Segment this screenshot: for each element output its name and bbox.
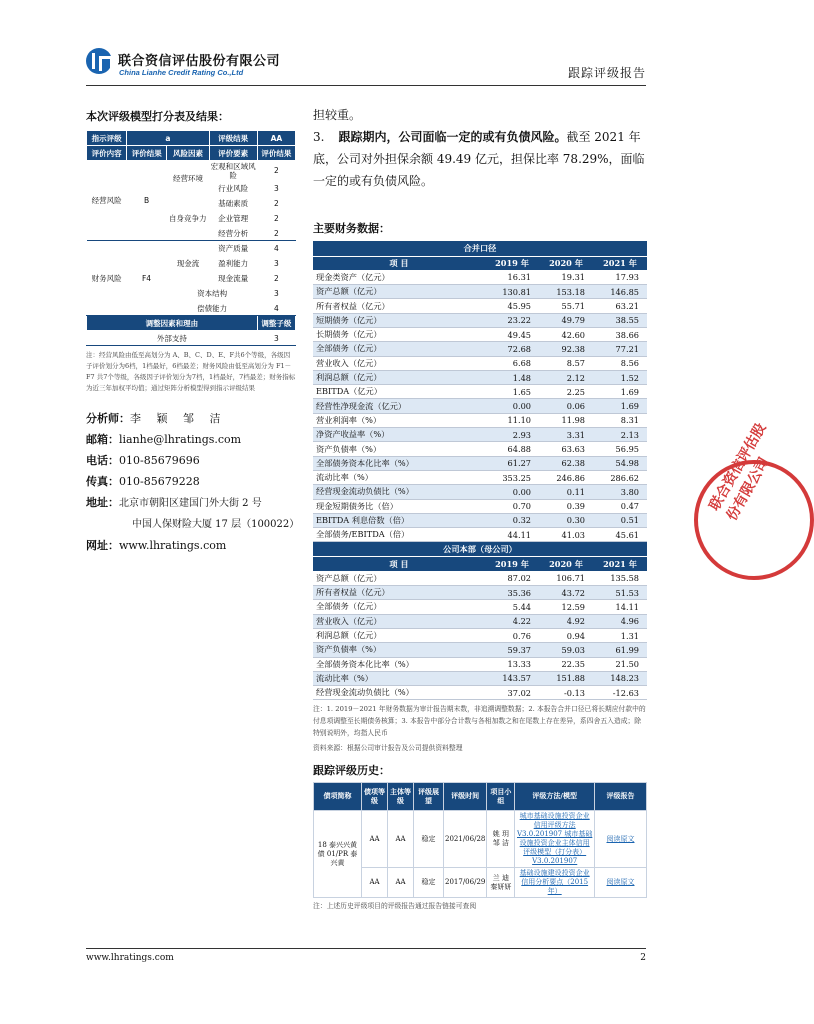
cell: 评价内容 (87, 146, 127, 161)
value-cell: 0.30 (539, 513, 593, 527)
table-row (313, 342, 647, 356)
page-number: 2 (640, 953, 646, 963)
value-cell: 0.00 (485, 485, 539, 499)
value-cell: 8.31 (593, 413, 647, 427)
value-cell: 1.48 (485, 370, 539, 384)
cell: 4 (257, 301, 295, 316)
cell: 评价要素 (209, 146, 257, 161)
table-row (313, 385, 647, 399)
group-label: 合并口径 (313, 241, 647, 256)
value-cell: 37.02 (485, 686, 539, 700)
row-label: 全部债务（亿元） (313, 342, 485, 356)
table-row (313, 428, 647, 442)
group-label: 公司本部（母公司） (313, 542, 647, 557)
value-cell: 143.57 (485, 671, 539, 685)
table-row (313, 327, 647, 341)
value-cell: 353.25 (485, 470, 539, 484)
value-cell: 12.59 (539, 600, 593, 614)
value-cell: 38.66 (593, 327, 647, 341)
cell: 资本结构 (167, 286, 257, 301)
column-header: 项 目 (313, 557, 485, 571)
value-cell: 35.36 (485, 586, 539, 600)
financial-table (313, 241, 647, 700)
value-cell: 0.47 (593, 499, 647, 513)
table-row (313, 285, 647, 299)
row-label: 资产总额（亿元） (313, 571, 485, 585)
rating-history-table (313, 782, 647, 898)
history-title: 跟踪评级历史： (313, 764, 390, 778)
cell: 偿债能力 (167, 301, 257, 316)
value-cell: 45.61 (593, 528, 647, 542)
fax-line: 传真：010-85679228 (86, 475, 200, 488)
row-label: 利润总额（亿元） (313, 628, 485, 642)
value-cell: 55.71 (539, 299, 593, 313)
value-cell: 63.21 (593, 299, 647, 313)
value-cell: 135.58 (593, 571, 647, 585)
value-cell: 2.12 (539, 370, 593, 384)
column-header: 2020 年 (539, 557, 593, 571)
row-label: EBITDA 利息倍数（倍） (313, 513, 485, 527)
cell: 2 (257, 211, 295, 226)
table-row (313, 528, 647, 542)
table-row (313, 614, 647, 628)
row-label: 现金类资产（亿元） (313, 270, 485, 284)
value-cell: 2.93 (485, 428, 539, 442)
row-label: 营业利润率（%） (313, 413, 485, 427)
value-cell: 146.85 (593, 285, 647, 299)
company-seal: 联合资信评估股份有限公司 (694, 460, 814, 580)
page-footer (86, 948, 646, 963)
column-header-row (313, 557, 647, 571)
email-link[interactable]: lianhe@lhratings.com (119, 433, 242, 446)
table-row (313, 643, 647, 657)
cell: AA (388, 868, 414, 898)
cell: F4 (127, 241, 167, 316)
method-link[interactable]: 城市基础设施投资企业信用评级方法 V3.0.201907 城市基础设施投资企业主体信用评级模型（打分表）V3.0.201907 (515, 811, 595, 868)
column-header: 2021 年 (593, 256, 647, 270)
value-cell: 22.35 (539, 657, 593, 671)
value-cell: 44.11 (485, 528, 539, 542)
report-link[interactable]: 阅读原文 (595, 811, 647, 868)
website-line: 网址：www.lhratings.com (86, 539, 227, 552)
value-cell: 6.68 (485, 356, 539, 370)
table-row (313, 399, 647, 413)
value-cell: 130.81 (485, 285, 539, 299)
cell: 3 (257, 331, 295, 346)
column-header: 项 目 (313, 256, 485, 270)
cell: 风险因素 (167, 146, 209, 161)
bond-name: 18 泰兴兴黄债 01/PR 泰兴黄 (314, 811, 362, 898)
value-cell: 59.37 (485, 643, 539, 657)
cell: AA (362, 868, 388, 898)
cell: 企业管理 (209, 211, 257, 226)
value-cell: 61.27 (485, 456, 539, 470)
cell: 指示评级 (87, 131, 127, 146)
row-label: 长期债务（亿元） (313, 327, 485, 341)
left-column (86, 108, 298, 556)
cell: 2017/06/29 (444, 868, 487, 898)
value-cell: 45.95 (485, 299, 539, 313)
column-header: 2019 年 (485, 557, 539, 571)
value-cell: 92.38 (539, 342, 593, 356)
company-name-cn: 联合资信评估股份有限公司 (118, 54, 281, 69)
cell: 姚 玥 邹 洁 (487, 811, 515, 868)
table-row (313, 513, 647, 527)
row-label: 流动比率（%） (313, 470, 485, 484)
website-link[interactable]: www.lhratings.com (119, 539, 227, 552)
right-column (313, 104, 647, 910)
cell: 2021/06/28 (444, 811, 487, 868)
cell: 调整因素和理由 (87, 316, 258, 331)
cell: 3 (257, 286, 295, 301)
row-label: 短期债务（亿元） (313, 313, 485, 327)
contact-info (86, 408, 298, 556)
cell: 评价结果 (127, 146, 167, 161)
row-label: 全部债务资本化比率（%） (313, 657, 485, 671)
cell: 经营环境 (167, 161, 209, 196)
value-cell: 1.31 (593, 628, 647, 642)
history-note: 注：上述历史评级项目的评级报告通过报告链接可查阅 (313, 902, 477, 911)
value-cell: 0.00 (485, 399, 539, 413)
value-cell: 0.94 (539, 628, 593, 642)
cell: 稳定 (414, 868, 444, 898)
row-label: EBITDA（亿元） (313, 385, 485, 399)
cell: 2 (257, 161, 295, 181)
row-label: 营业收入（亿元） (313, 356, 485, 370)
financial-title: 主要财务数据： (313, 222, 390, 235)
value-cell: 43.72 (539, 586, 593, 600)
row-label: 全部债务/EBITDA（倍） (313, 528, 485, 542)
cell: 调整子级 (257, 316, 295, 331)
row-label: 资产总额（亿元） (313, 285, 485, 299)
table-row (313, 442, 647, 456)
row-label: 经营现金流动负债比（%） (313, 485, 485, 499)
value-cell: 246.86 (539, 470, 593, 484)
value-cell: 17.93 (593, 270, 647, 284)
row-label: 全部债务资本化比率（%） (313, 456, 485, 470)
cell: 宏观和区域风险 (210, 161, 256, 180)
table-row (313, 657, 647, 671)
financial-note: 注：1. 2019－2021 年财务数据为审计报告期末数，非追溯调整数据；2. 本报告合并口径已将长期应付款中的付息项调整至长期债务核算；3. 本报告中部分合计数与各相加数之和在尾数上存在差异，系四舍五入造成；除特别说明外，均指人民币 (313, 705, 646, 738)
tel-line: 电话：010-85679696 (86, 454, 200, 467)
header-cell: 评级展望 (414, 783, 444, 811)
row-label: 经营性净现金流（亿元） (313, 399, 485, 413)
value-cell: -12.63 (593, 686, 647, 700)
column-header-row (313, 256, 647, 270)
table-row (313, 299, 647, 313)
value-cell: 148.23 (593, 671, 647, 685)
footer-website: www.lhratings.com (86, 953, 174, 963)
row-label: 经营现金流动负债比（%） (313, 686, 485, 700)
value-cell: 106.71 (539, 571, 593, 585)
value-cell: 11.10 (485, 413, 539, 427)
header-cell: 主体等级 (388, 783, 414, 811)
table-row (313, 586, 647, 600)
table-row (313, 470, 647, 484)
column-header: 2020 年 (539, 256, 593, 270)
cell: 资产质量 (209, 241, 257, 256)
header-cell: 债项等级 (362, 783, 388, 811)
cell: 3 (257, 256, 295, 271)
cell: 4 (257, 241, 295, 256)
cell: 评价结果 (257, 146, 295, 161)
cell: 2 (257, 271, 295, 286)
company-name-en: China Lianhe Credit Rating Co.,Ltd (119, 68, 244, 77)
method-link[interactable]: 基础设施建设投资企业信用分析要点（2015 年） (515, 868, 595, 898)
paragraph-3: 3. 跟踪期内，公司面临一定的或有负债风险。截至 2021 年底，公司对外担保余额 49.49 亿元，担保比率 78.29%，面临一定的或有负债风险。 (313, 130, 645, 188)
cell: AA (388, 811, 414, 868)
cell: 3 (257, 181, 295, 196)
cell: 行业风险 (209, 181, 257, 196)
header-cell: 评级报告 (595, 783, 647, 811)
rating-model-table (86, 130, 296, 346)
value-cell: 49.79 (539, 313, 593, 327)
value-cell: 56.95 (593, 442, 647, 456)
value-cell: 0.32 (485, 513, 539, 527)
value-cell: 19.31 (539, 270, 593, 284)
value-cell: 2.13 (593, 428, 647, 442)
value-cell: 4.96 (593, 614, 647, 628)
cell: 财务风险 (87, 241, 127, 316)
address-line: 地址：北京市朝阳区建国门外大街 2 号 (86, 496, 262, 509)
value-cell: 5.44 (485, 600, 539, 614)
row-label: 流动比率（%） (313, 671, 485, 685)
table-row (313, 270, 647, 284)
value-cell: 151.88 (539, 671, 593, 685)
value-cell: 3.80 (593, 485, 647, 499)
value-cell: 0.51 (593, 513, 647, 527)
value-cell: 21.50 (593, 657, 647, 671)
value-cell: 0.11 (539, 485, 593, 499)
value-cell: 0.70 (485, 499, 539, 513)
cell: 评级结果 (209, 131, 257, 146)
column-header: 2019 年 (485, 256, 539, 270)
value-cell: 1.69 (593, 399, 647, 413)
cell: 2 (257, 196, 295, 211)
address-line-2: 中国人保财险大厦 17 层（100022） (132, 519, 300, 530)
analyst-line: 分析师：李 颖 邹 洁 (86, 412, 227, 425)
cell: 2 (257, 226, 295, 241)
row-label: 所有者权益（亿元） (313, 586, 485, 600)
row-label: 净资产收益率（%） (313, 428, 485, 442)
model-note: 注：经营风险由低至高划分为 A、B、C、D、E、F共6个等级，各级因子评价划分为6档，1档最好，6档最差；财务风险由低至高划分为 F1－F7 共7个等级，各级因子评价划分为7档，1档最好，7档最差；财务指标为近三年加权平均值；通过矩阵分析模型得到指示评级结果 (86, 351, 296, 392)
row-label: 现金短期债务比（倍） (313, 499, 485, 513)
value-cell: 1.65 (485, 385, 539, 399)
value-cell: 41.03 (539, 528, 593, 542)
table-row (313, 456, 647, 470)
table-row (313, 600, 647, 614)
value-cell: 38.55 (593, 313, 647, 327)
document-type: 跟踪评级报告 (567, 66, 646, 80)
header-cell: 项目小组 (487, 783, 515, 811)
header-cell: 债项简称 (314, 783, 362, 811)
value-cell: 2.25 (539, 385, 593, 399)
table-row (313, 686, 647, 700)
row-label: 所有者权益（亿元） (313, 299, 485, 313)
financial-source: 资料来源：根据公司审计报告及公司提供资料整理 (313, 744, 463, 753)
group-header-row (313, 241, 647, 256)
table-row (313, 628, 647, 642)
cell: 兰 迪 秦妍妍 (487, 868, 515, 898)
value-cell: 13.33 (485, 657, 539, 671)
cell: 稳定 (414, 811, 444, 868)
value-cell: 153.18 (539, 285, 593, 299)
cell: AA (257, 131, 295, 146)
row-label: 全部债务（亿元） (313, 600, 485, 614)
value-cell: 4.92 (539, 614, 593, 628)
column-header: 2021 年 (593, 557, 647, 571)
value-cell: -0.13 (539, 686, 593, 700)
group-header-row (313, 542, 647, 557)
value-cell: 77.21 (593, 342, 647, 356)
value-cell: 51.53 (593, 586, 647, 600)
email-line: 邮箱：lianhe@lhratings.com (86, 433, 242, 446)
value-cell: 62.38 (539, 456, 593, 470)
value-cell: 16.31 (485, 270, 539, 284)
cell: 基础素质 (209, 196, 257, 211)
value-cell: 59.03 (539, 643, 593, 657)
value-cell: 61.99 (593, 643, 647, 657)
cell: 自身竞争力 (167, 196, 209, 241)
value-cell: 63.63 (539, 442, 593, 456)
table-row (313, 370, 647, 384)
table-row (313, 671, 647, 685)
value-cell: 54.98 (593, 456, 647, 470)
row-label: 营业收入（亿元） (313, 614, 485, 628)
model-title: 本次评级模型打分表及结果： (86, 110, 229, 123)
value-cell: 0.76 (485, 628, 539, 642)
cell: 盈利能力 (209, 256, 257, 271)
header-cell: 评级时间 (444, 783, 487, 811)
value-cell: 72.68 (485, 342, 539, 356)
table-row (313, 413, 647, 427)
value-cell: 4.22 (485, 614, 539, 628)
value-cell: 11.98 (539, 413, 593, 427)
page-header (86, 44, 646, 86)
cell: a (127, 131, 209, 146)
value-cell: 0.06 (539, 399, 593, 413)
value-cell: 1.52 (593, 370, 647, 384)
table-row (313, 356, 647, 370)
value-cell: 64.88 (485, 442, 539, 456)
table-row (313, 499, 647, 513)
cell: 现金流 (167, 241, 209, 286)
cell: 经营分析 (209, 226, 257, 241)
cell: 经营风险 (87, 161, 127, 241)
value-cell: 42.60 (539, 327, 593, 341)
report-link[interactable]: 阅读原文 (595, 868, 647, 898)
value-cell: 14.11 (593, 600, 647, 614)
value-cell: 0.39 (539, 499, 593, 513)
cell: AA (362, 811, 388, 868)
cell: 外部支持 (87, 331, 258, 346)
paragraph-continued: 担较重。 (313, 108, 362, 122)
value-cell: 1.69 (593, 385, 647, 399)
table-row (313, 485, 647, 499)
row-label: 资产负债率（%） (313, 643, 485, 657)
cell: B (127, 161, 167, 241)
cell: 现金流量 (209, 271, 257, 286)
value-cell: 8.56 (593, 356, 647, 370)
value-cell: 3.31 (539, 428, 593, 442)
value-cell: 286.62 (593, 470, 647, 484)
value-cell: 8.57 (539, 356, 593, 370)
value-cell: 87.02 (485, 571, 539, 585)
table-row (313, 571, 647, 585)
company-logo-icon (86, 48, 112, 74)
value-cell: 49.45 (485, 327, 539, 341)
row-label: 利润总额（亿元） (313, 370, 485, 384)
table-row (313, 313, 647, 327)
row-label: 资产负债率（%） (313, 442, 485, 456)
header-cell: 评级方法/模型 (515, 783, 595, 811)
value-cell: 23.22 (485, 313, 539, 327)
